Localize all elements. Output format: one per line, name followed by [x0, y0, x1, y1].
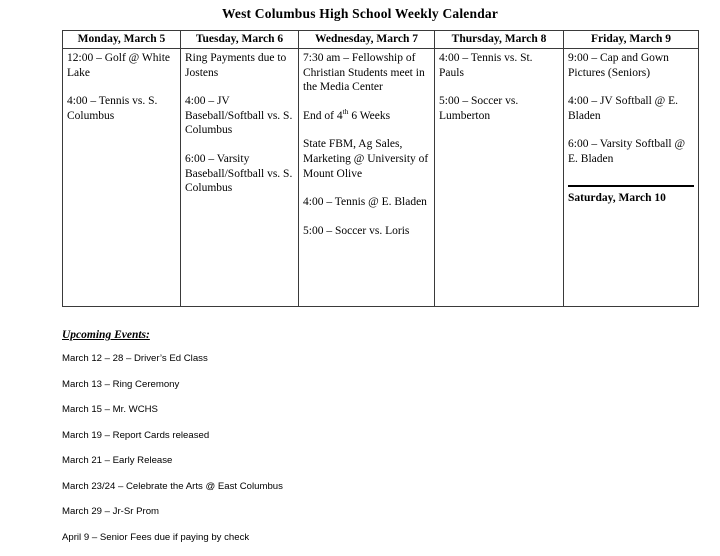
event-text-prefix: End of 4 [303, 109, 343, 122]
event-item: 4:00 – Tennis @ E. Bladen [303, 196, 427, 209]
event-item: 6:00 – Varsity Softball @ E. Bladen [568, 138, 686, 165]
upcoming-events-heading: Upcoming Events: [62, 329, 150, 341]
list-item: March 12 – 28 – Driver’s Ed Class [62, 353, 208, 364]
upcoming-events-section [0, 329, 720, 544]
list-item: March 13 – Ring Ceremony [62, 378, 180, 390]
weekly-calendar-table [62, 30, 699, 307]
event-item: Ring Payments due to Jostens [185, 52, 287, 79]
day-cell-thursday [435, 49, 564, 307]
event-item: 7:30 am – Fellowship of Christian Students meet in the Media Center [303, 52, 425, 94]
event-item: 9:00 – Cap and Gown Pictures (Seniors) [568, 52, 669, 79]
list-item: April 9 – Senior Fees due if paying by check [62, 531, 250, 543]
event-item: 6:00 – Varsity Baseball/Softball vs. S. Columbus [185, 152, 293, 195]
event-item: 4:00 – JV Softball @ E. Bladen [568, 95, 679, 122]
day-cell-wednesday [299, 49, 435, 307]
upcoming-events-list [62, 353, 720, 544]
event-text-suffix: 6 Weeks [348, 109, 391, 122]
calendar-body-row [63, 49, 699, 307]
event-item-end-of-six-weeks [303, 106, 430, 124]
ordinal-suffix: th [342, 106, 349, 116]
column-header-tuesday: Tuesday, March 6 [181, 31, 299, 49]
day-cell-tuesday [181, 49, 299, 307]
list-item: March 19 – Report Cards released [62, 429, 210, 441]
event-item: 5:00 – Soccer vs. Loris [303, 224, 410, 237]
calendar-container [0, 30, 720, 307]
event-item: 12:00 – Golf @ White Lake [67, 52, 171, 79]
list-item: March 23/24 – Celebrate the Arts @ East Columbus [62, 480, 283, 492]
event-item: 4:00 – Tennis vs. S. Columbus [67, 95, 158, 122]
event-item: 4:00 – Tennis vs. St. Pauls [439, 52, 533, 79]
saturday-header: Saturday, March 10 [568, 191, 666, 204]
event-item: 5:00 – Soccer vs. Lumberton [439, 95, 519, 122]
column-header-thursday: Thursday, March 8 [435, 31, 564, 49]
event-item: State FBM, Ag Sales, Marketing @ University of Mount Olive [303, 138, 429, 180]
event-item: 4:00 – JV Baseball/Softball vs. S. Columbus [185, 95, 293, 137]
column-header-wednesday: Wednesday, March 7 [299, 31, 435, 49]
day-cell-monday [63, 49, 181, 307]
page-title: West Columbus High School Weekly Calendar [221, 6, 499, 21]
list-item: March 15 – Mr. WCHS [62, 404, 158, 415]
column-header-monday: Monday, March 5 [63, 31, 181, 49]
list-item: March 21 – Early Release [62, 455, 173, 466]
day-cell-friday [564, 49, 699, 307]
saturday-section [568, 185, 694, 205]
calendar-header-row [63, 31, 699, 49]
column-header-friday: Friday, March 9 [564, 31, 699, 49]
list-item: March 29 – Jr-Sr Prom [62, 506, 160, 517]
